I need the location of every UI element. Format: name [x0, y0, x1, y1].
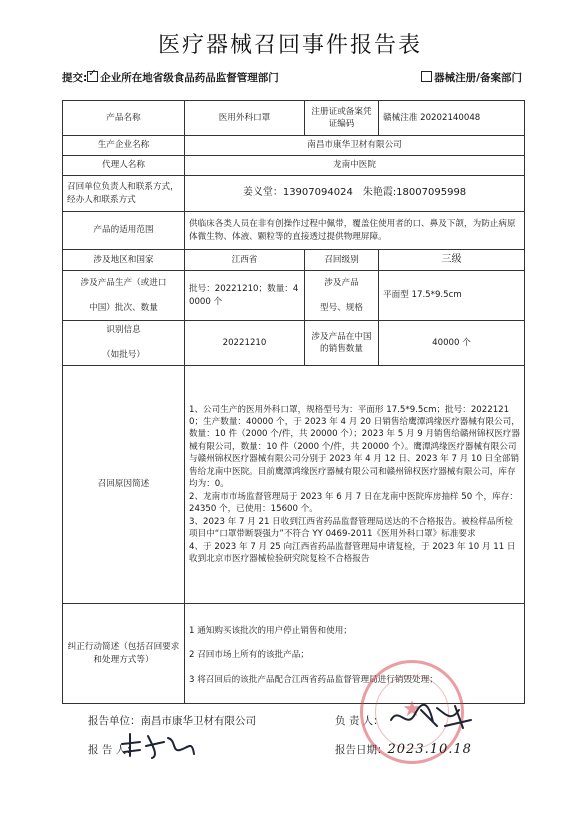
reg-code-label: 注册证或备案凭证编码 — [305, 101, 379, 136]
submit-option-reg[interactable] — [421, 70, 522, 85]
scope-label: 产品的适用范围 — [63, 212, 185, 250]
reg-code-value: 赣械注准 20202140048 — [379, 101, 525, 136]
submit-label: 提交: — [62, 72, 88, 84]
action-item-2: 2 召回市场上所有的该批产品； — [189, 650, 309, 661]
reason-paragraph-1: 1、公司生产的医用外科口罩，规格型号为：平面形 17.5*9.5cm；批号：20221210；生产数量：40000 个，于 2023 年 4 月 20 日销售给鹰潭鸿缘医疗器械有限公司，数量：10 件（2000 个/件，共 20000 个）；2023 年 5 月 9 月销售给赣州锦权医疗器械有限公司，数量：10 件（2000 个/件，共 20000 个）。鹰潭鸿缘医疗器械有限公司与赣州锦权医疗器械有限公司分别于 2023 年 4 月 12 日、2023 年 7 月 10 日全部销售给龙南中医院。目前鹰潭鸿缘医疗器械有限公司和赣州锦权医疗器械有限公司，库存均为：0。 — [189, 404, 520, 490]
batch-label-line1: 涉及产品生产（或进口 — [80, 277, 167, 288]
report-form — [62, 100, 525, 704]
batch-value: 批号：20221210；数量：40000 个 — [185, 271, 305, 321]
person-in-charge-signature — [385, 700, 475, 734]
batch-label — [63, 271, 185, 321]
report-unit — [88, 713, 256, 728]
agent-label: 代理人名称 — [63, 156, 185, 176]
submit-row — [62, 70, 522, 86]
batch-label-line2: 中国）批次、数量 — [89, 302, 158, 313]
id-info-label-line2: （如批号） — [102, 350, 145, 361]
reason-paragraph-2: 2、龙南市市场监督管理局于 2023 年 6 月 7 日在龙南中医院库房抽样 50 个，库存：24350 个，已使用：15600 个。 — [189, 491, 518, 515]
reporter-signature — [118, 730, 198, 760]
recall-level-value: 三级 — [379, 250, 525, 271]
model-label-line1: 涉及产品 — [324, 277, 359, 288]
region-label: 涉及地区和国家 — [63, 250, 185, 271]
manufacturer-label: 生产企业名称 — [63, 136, 185, 156]
recall-reason-label: 召回原因简述 — [63, 366, 185, 604]
report-date — [335, 742, 472, 757]
person-in-charge-label: 负 责 人： — [335, 715, 384, 727]
product-name-value: 医用外科口罩 — [185, 101, 305, 136]
reporter-label: 报 告 人： — [88, 744, 137, 756]
product-name-label: 产品名称 — [63, 101, 185, 136]
seal-star-icon: ★ — [402, 697, 422, 722]
checkbox-empty-icon[interactable] — [421, 71, 432, 82]
submit-option-local[interactable] — [62, 70, 279, 85]
agent-value: 龙南中医院 — [185, 156, 525, 176]
recall-level-label: 召回级别 — [305, 250, 379, 271]
contact-value: 姜义堂：13907094024 朱艳霞:18007095998 — [185, 176, 525, 212]
person-in-charge — [335, 713, 384, 728]
region-value: 江西省 — [185, 250, 305, 271]
manufacturer-value: 南昌市康华卫材有限公司 — [185, 136, 525, 156]
reason-paragraph-3: 3、2023 年 7 月 21 日收到江西省药品监督管理局送达的不合格报告。被检样品所检项目中“口罩带断裂强力”不符合 YY 0469-2011《医用外科口罩》标准要求 — [189, 516, 513, 540]
sales-label: 涉及产品在中国的销售数量 — [305, 321, 379, 366]
id-info-label — [63, 321, 185, 366]
corrective-action-label: 纠正行动简述（包括召回要求和处理方式等） — [63, 604, 185, 704]
model-label — [305, 271, 379, 321]
sales-value: 40000 个 — [379, 321, 525, 366]
action-item-1: 1 通知购买该批次的用户停止销售和使用； — [189, 625, 352, 636]
report-date-value: 2023.10.18 — [387, 742, 472, 757]
id-info-label-line1: 识别信息 — [106, 325, 141, 336]
checkbox-checked-icon[interactable] — [87, 71, 98, 82]
corrective-action-value — [185, 604, 525, 704]
submit-option-local-label: 企业所在地省级食品药品监督管理部门 — [100, 72, 279, 84]
action-item-3: 3 将召回后的该批产品配合江西省药品监督管理局进行销毁处理； — [189, 674, 438, 685]
submit-option-reg-label: 器械注册/备案部门 — [434, 72, 522, 84]
id-info-value: 20221210 — [185, 321, 305, 366]
reason-paragraph-4: 4、于 2023 年 7 月 25 向江西省药品监督管理局申请复检，于 2023 年 10 月 11 日收到北京市医疗器械检验研究院复检不合格报告 — [189, 541, 516, 564]
page-title: 医疗器械召回事件报告表 — [157, 33, 422, 58]
model-value: 平面型 17.5*9.5cm — [379, 271, 525, 321]
report-unit-label: 报告单位： — [88, 715, 141, 727]
report-date-label: 报告日期： — [335, 744, 388, 756]
report-unit-value: 南昌市康华卫材有限公司 — [140, 715, 256, 727]
scope-value: 供临床各类人员在非有创操作过程中佩带，覆盖住使用者的口、鼻及下颌，为防止病原体微生物、体液、颗粒等的直接透过提供物理屏障。 — [185, 212, 525, 250]
recall-reason-value — [185, 366, 525, 604]
contact-label: 召回单位负责人和联系方式，经办人和联系方式 — [63, 176, 185, 212]
model-label-line2: 型号、规格 — [320, 302, 363, 313]
